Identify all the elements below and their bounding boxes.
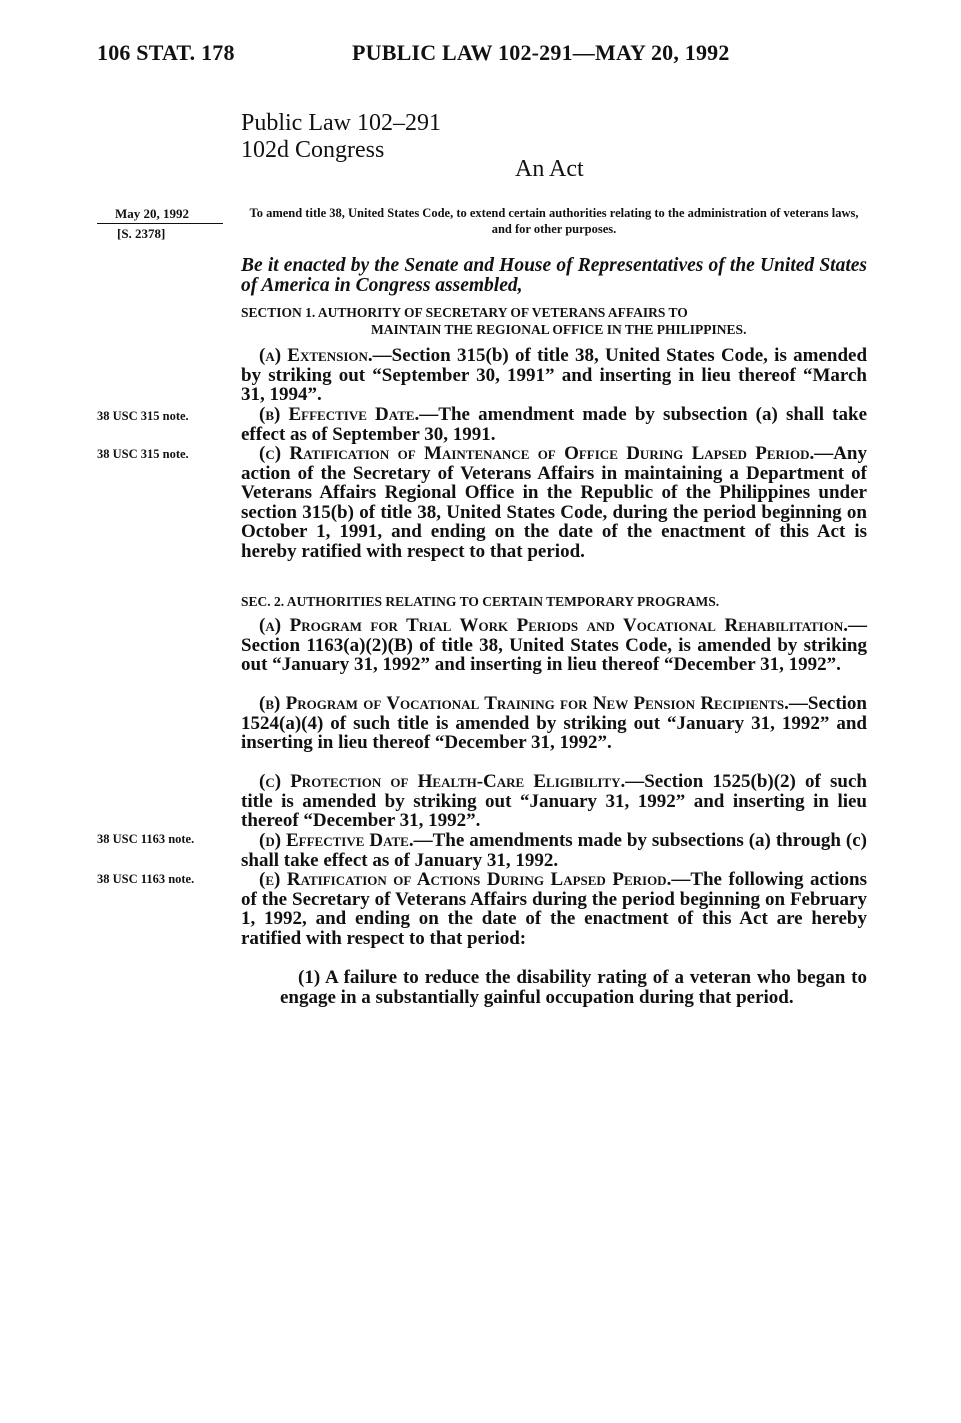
subsection-text: —Section 315(b) of title 38, United States Code, is amended by striking out “September 30, 1991” and inserting in lieu thereof “March 31, 1994”.	[241, 345, 868, 405]
subsection-label: (b) Effective Date.	[259, 404, 420, 425]
subsection-label: (a) Extension.	[259, 345, 373, 366]
title-block	[241, 110, 441, 164]
margin-date-block	[97, 204, 217, 243]
section1-subsection-a	[241, 346, 867, 405]
subsection-text: —The amendment made by subsection (a) shall take effect as of September 30, 1991.	[241, 404, 868, 445]
subsection-label: (c) Protection of Health-Care Eligibility.	[259, 771, 626, 792]
margin-note-4: 38 USC 1163 note.	[97, 872, 195, 886]
section1-heading-line1: SECTION 1. AUTHORITY OF SECRETARY OF VETERANS AFFAIRS TO	[241, 305, 688, 320]
section1-subsection-c	[241, 444, 867, 561]
enactment-date: May 20, 1992	[97, 204, 223, 224]
margin-note-3: 38 USC 1163 note.	[97, 832, 195, 846]
subsection-text: —The following actions of the Secretary of Veterans Affairs during the period beginning on February 1, 1992, and ending on the date of the enactment of this Act are hereby ratified with respect to that period:	[241, 869, 867, 949]
margin-note-1: 38 USC 315 note.	[97, 409, 189, 423]
section2-item-1: (1) A failure to reduce the disability rating of a veteran who began to engage in a substantially gainful occupation during that period.	[280, 967, 867, 1008]
an-act-label: An Act	[515, 156, 584, 182]
subsection-text: —Section 1163(a)(2)(B) of title 38, United States Code, is amended by striking out “January 31, 1992” and inserting in lieu thereof “December 31, 1992”.	[241, 615, 867, 675]
enacting-clause: Be it enacted by the Senate and House of Representatives of the United States of America in Congress assembled,	[241, 255, 867, 296]
subsection-label: (c) Ratification of Maintenance of Office During Lapsed Period.	[259, 443, 815, 464]
running-head: PUBLIC LAW 102-291—MAY 20, 1992	[352, 40, 730, 65]
subsection-text: —Section 1525(b)(2) of such title is amended by striking out “January 31, 1992” and inserting in lieu thereof “December 31, 1992”.	[241, 771, 867, 831]
section2-subsection-b	[241, 694, 867, 753]
section2-subsection-d	[241, 831, 867, 870]
congress-label: 102d Congress	[241, 137, 385, 163]
public-law-number: Public Law 102–291	[241, 110, 441, 136]
subsection-text: —The amendments made by subsections (a) through (c) shall take effect as of January 31, 1992.	[241, 830, 867, 871]
subsection-label: (a) Program for Trial Work Periods and Vocational Rehabilitation.	[259, 615, 848, 636]
margin-note-2: 38 USC 315 note.	[97, 447, 189, 461]
purpose-statement: To amend title 38, United States Code, to extend certain authorities relating to the administration of veterans laws, and for other purposes.	[249, 206, 859, 236]
bill-number: [S. 2378]	[117, 226, 166, 241]
subsection-text: —Any action of the Secretary of Veterans Affairs in maintaining a Department of Veterans Affairs Regional Office in the Republic of the Philippines under section 315(b) of title 38, United States Code, during the period beginning on October 1, 1991, and ending on the date of the enactment of this Act is hereby ratified with respect to that period.	[241, 443, 867, 562]
section2-subsection-c	[241, 772, 867, 831]
subsection-text: —Section 1524(a)(4) of such title is amended by striking out “January 31, 1992” and inserting in lieu thereof “December 31, 1992”.	[241, 693, 867, 753]
subsection-label: (b) Program of Vocational Training for New Pension Recipients.	[259, 693, 789, 714]
section2-heading: SEC. 2. AUTHORITIES RELATING TO CERTAIN TEMPORARY PROGRAMS.	[241, 594, 720, 609]
section2-subsection-e	[241, 870, 867, 948]
subsection-label: (d) Effective Date.	[259, 830, 414, 851]
section1-heading	[241, 304, 867, 338]
section1-subsection-b	[241, 405, 867, 444]
section1-heading-line2: MAINTAIN THE REGIONAL OFFICE IN THE PHILIPPINES.	[371, 322, 747, 337]
subsection-label: (e) Ratification of Actions During Lapsed Period.	[259, 869, 672, 890]
section2-subsection-a	[241, 616, 867, 675]
stat-page-number: 106 STAT. 178	[97, 40, 235, 65]
